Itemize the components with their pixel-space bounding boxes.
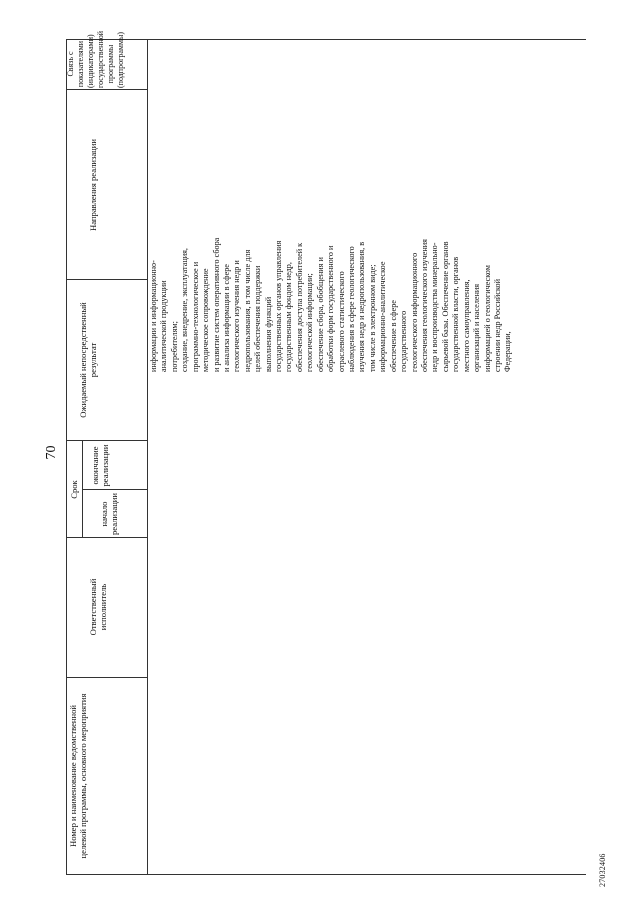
header-expected-result	[78, 295, 99, 425]
program-table	[66, 30, 586, 875]
directions-cell-text: информации и информационно- аналитической продукции потребителям; создание, внедрение, эксплуатация, программно-технологическое и методическое сопровождение и развитие систем оперативного сбора и анализа информации в сфере геологического изучения недр и недропользования, в том числе для целей обеспечения поддержки выполнения функций государственных органов управления государственным фондом недр, обеспечения доступа потребителей к геологической информации; обеспечение сбора, обобщения и обработки форм государственного и отраслевого статистического наблюдения в сфере геологического изучения недр и недропользования, в том числе в электронном виде; информационно-аналитическое обеспечение в сфере государственного геологического информационного обеспечения геологического изучения недр и воспроизводства минерально- сырьевой базы. Обеспечение органов государственной власти, органов местного самоуправления, организаций и населения информацией о геологическом строении недр Российской Федерации,	[149, 237, 513, 372]
header-term-start-text: начало реализации	[99, 493, 120, 535]
table-left-border	[66, 874, 586, 875]
header-term-text: Срок	[69, 480, 79, 499]
header-term	[69, 441, 79, 538]
column-divider	[66, 279, 147, 280]
table-top-border	[66, 40, 67, 875]
header-indicators-link-text: Связь с показателями (индикаторами) государственной программы (подпрограммы)	[66, 30, 126, 88]
header-term-end-text: окончание реализации	[90, 444, 111, 487]
table-right-border	[66, 39, 586, 40]
header-directions	[88, 95, 98, 275]
header-term-end	[90, 441, 111, 490]
header-bottom-border	[147, 40, 148, 875]
header-indicators-link	[66, 30, 127, 88]
header-directions-text: Направления реализации	[88, 139, 98, 231]
header-responsible	[88, 557, 109, 657]
header-term-start	[99, 490, 120, 538]
header-expected-result-text: Ожидаемый непосредственный результат	[78, 302, 99, 418]
page-number: 70	[44, 445, 59, 460]
header-number-and-name-text: Номер и наименование ведомственной целевой программы, основного мероприятия	[68, 693, 89, 859]
column-divider	[66, 677, 147, 678]
header-number-and-name	[68, 693, 89, 859]
document-code: 27032406	[598, 853, 607, 887]
column-divider	[66, 89, 147, 90]
header-responsible-text: Ответственный исполнитель	[88, 578, 109, 636]
